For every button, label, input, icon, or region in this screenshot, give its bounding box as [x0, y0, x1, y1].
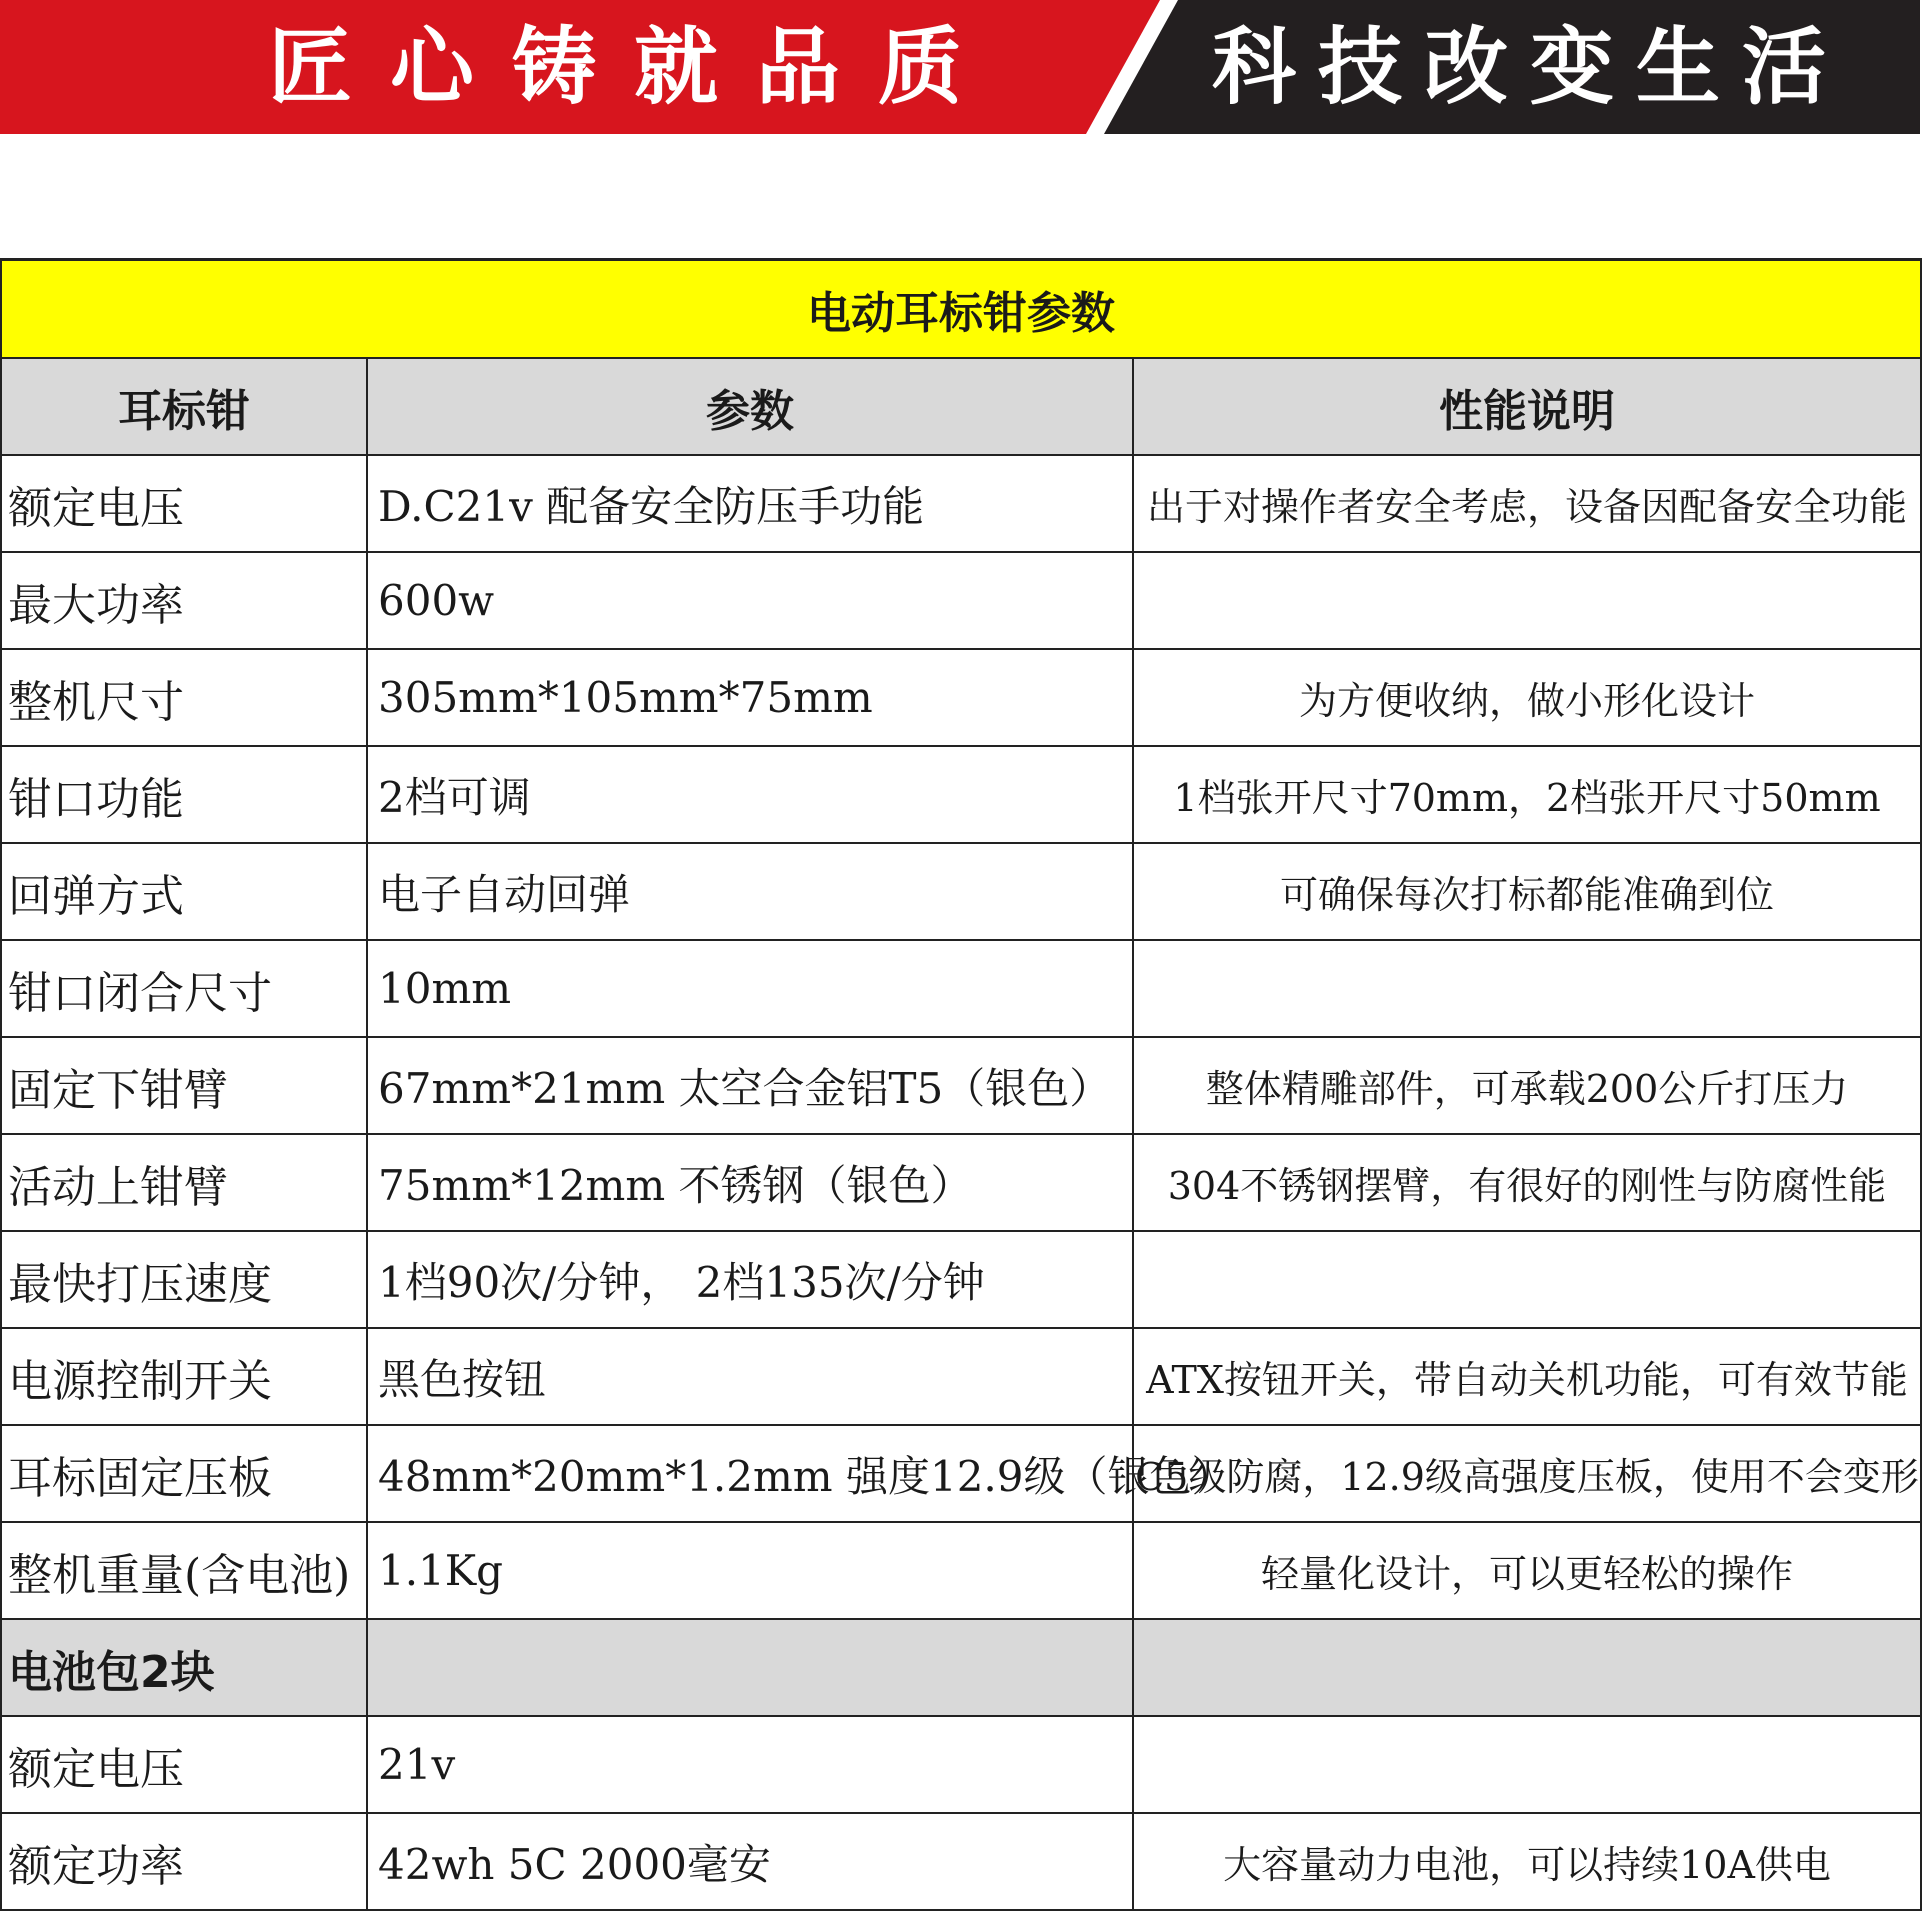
row-param-cell: 75mm*12mm 不锈钢（银色）: [367, 1134, 1133, 1231]
table-title-row: [1, 260, 1921, 359]
row-name-cell: 电源控制开关: [1, 1328, 367, 1425]
row-note-cell: [1133, 1716, 1921, 1813]
table-row: [1, 1328, 1921, 1425]
table-row: [1, 1716, 1921, 1813]
table-row: [1, 455, 1921, 552]
row-note-cell: 大容量动力电池，可以持续10A供电: [1133, 1813, 1921, 1910]
row-note-cell: 1档张开尺寸70mm，2档张开尺寸50mm: [1133, 746, 1921, 843]
row-param-cell: 48mm*20mm*1.2mm 强度12.9级（银色）: [367, 1425, 1133, 1522]
row-name-cell: 钳口闭合尺寸: [1, 940, 367, 1037]
row-param-cell: 电子自动回弹: [367, 843, 1133, 940]
row-note-cell: 可确保每次打标都能准确到位: [1133, 843, 1921, 940]
spec-table: [0, 258, 1922, 1911]
row-name-cell: 整机尺寸: [1, 649, 367, 746]
table-row: [1, 1425, 1921, 1522]
row-param-cell: 67mm*21mm 太空合金铝T5（银色）: [367, 1037, 1133, 1134]
table-title: 电动耳标钳参数: [1, 260, 1921, 359]
row-param-cell: 1档90次/分钟， 2档135次/分钟: [367, 1231, 1133, 1328]
row-name-cell: 额定电压: [1, 455, 367, 552]
section-row: [1, 1619, 1921, 1716]
left-slogan: 匠心铸就品质: [268, 18, 1001, 116]
row-param-cell: D.C21v 配备安全防压手功能: [367, 455, 1133, 552]
row-note-cell: 出于对操作者安全考虑，设备因配备安全功能: [1133, 455, 1921, 552]
section-param: [367, 1619, 1133, 1716]
row-name-cell: 最快打压速度: [1, 1231, 367, 1328]
row-param-cell: 2档可调: [367, 746, 1133, 843]
row-name-cell: 耳标固定压板: [1, 1425, 367, 1522]
table-row: [1, 746, 1921, 843]
row-param-cell: 600w: [367, 552, 1133, 649]
header-param: 参数: [367, 358, 1133, 455]
row-name-cell: 整机重量(含电池): [1, 1522, 367, 1619]
section-name: 电池包2块: [1, 1619, 367, 1716]
row-name-cell: 活动上钳臂: [1, 1134, 367, 1231]
row-name-cell: 固定下钳臂: [1, 1037, 367, 1134]
row-name-cell: 回弹方式: [1, 843, 367, 940]
row-note-cell: [1133, 552, 1921, 649]
table-row: [1, 1522, 1921, 1619]
row-note-cell: 为方便收纳，做小形化设计: [1133, 649, 1921, 746]
row-note-cell: ATX按钮开关，带自动关机功能，可有效节能: [1133, 1328, 1921, 1425]
row-note-cell: 整体精雕部件，可承载200公斤打压力: [1133, 1037, 1921, 1134]
row-name-cell: 最大功率: [1, 552, 367, 649]
banner: [0, 0, 1920, 134]
row-param-cell: 21v: [367, 1716, 1133, 1813]
table-row: [1, 649, 1921, 746]
row-param-cell: 305mm*105mm*75mm: [367, 649, 1133, 746]
row-note-cell: C5级防腐，12.9级高强度压板，使用不会变形: [1133, 1425, 1921, 1522]
row-note-cell: 304不锈钢摆臂，有很好的刚性与防腐性能: [1133, 1134, 1921, 1231]
table-row: [1, 552, 1921, 649]
row-param-cell: 42wh 5C 2000毫安: [367, 1813, 1133, 1910]
table-row: [1, 1037, 1921, 1134]
table-row: [1, 940, 1921, 1037]
row-note-cell: [1133, 940, 1921, 1037]
header-note: 性能说明: [1133, 358, 1921, 455]
table-row: [1, 1231, 1921, 1328]
table-row: [1, 1134, 1921, 1231]
row-note-cell: 轻量化设计，可以更轻松的操作: [1133, 1522, 1921, 1619]
table-row: [1, 843, 1921, 940]
table-row: [1, 1813, 1921, 1910]
section-note: [1133, 1619, 1921, 1716]
row-name-cell: 钳口功能: [1, 746, 367, 843]
row-param-cell: 10mm: [367, 940, 1133, 1037]
row-note-cell: [1133, 1231, 1921, 1328]
row-name-cell: 额定功率: [1, 1813, 367, 1910]
row-param-cell: 1.1Kg: [367, 1522, 1133, 1619]
header-name: 耳标钳: [1, 358, 367, 455]
table-header-row: [1, 358, 1921, 455]
right-slogan: 科技改变生活: [1212, 18, 1849, 116]
row-param-cell: 黑色按钮: [367, 1328, 1133, 1425]
row-name-cell: 额定电压: [1, 1716, 367, 1813]
